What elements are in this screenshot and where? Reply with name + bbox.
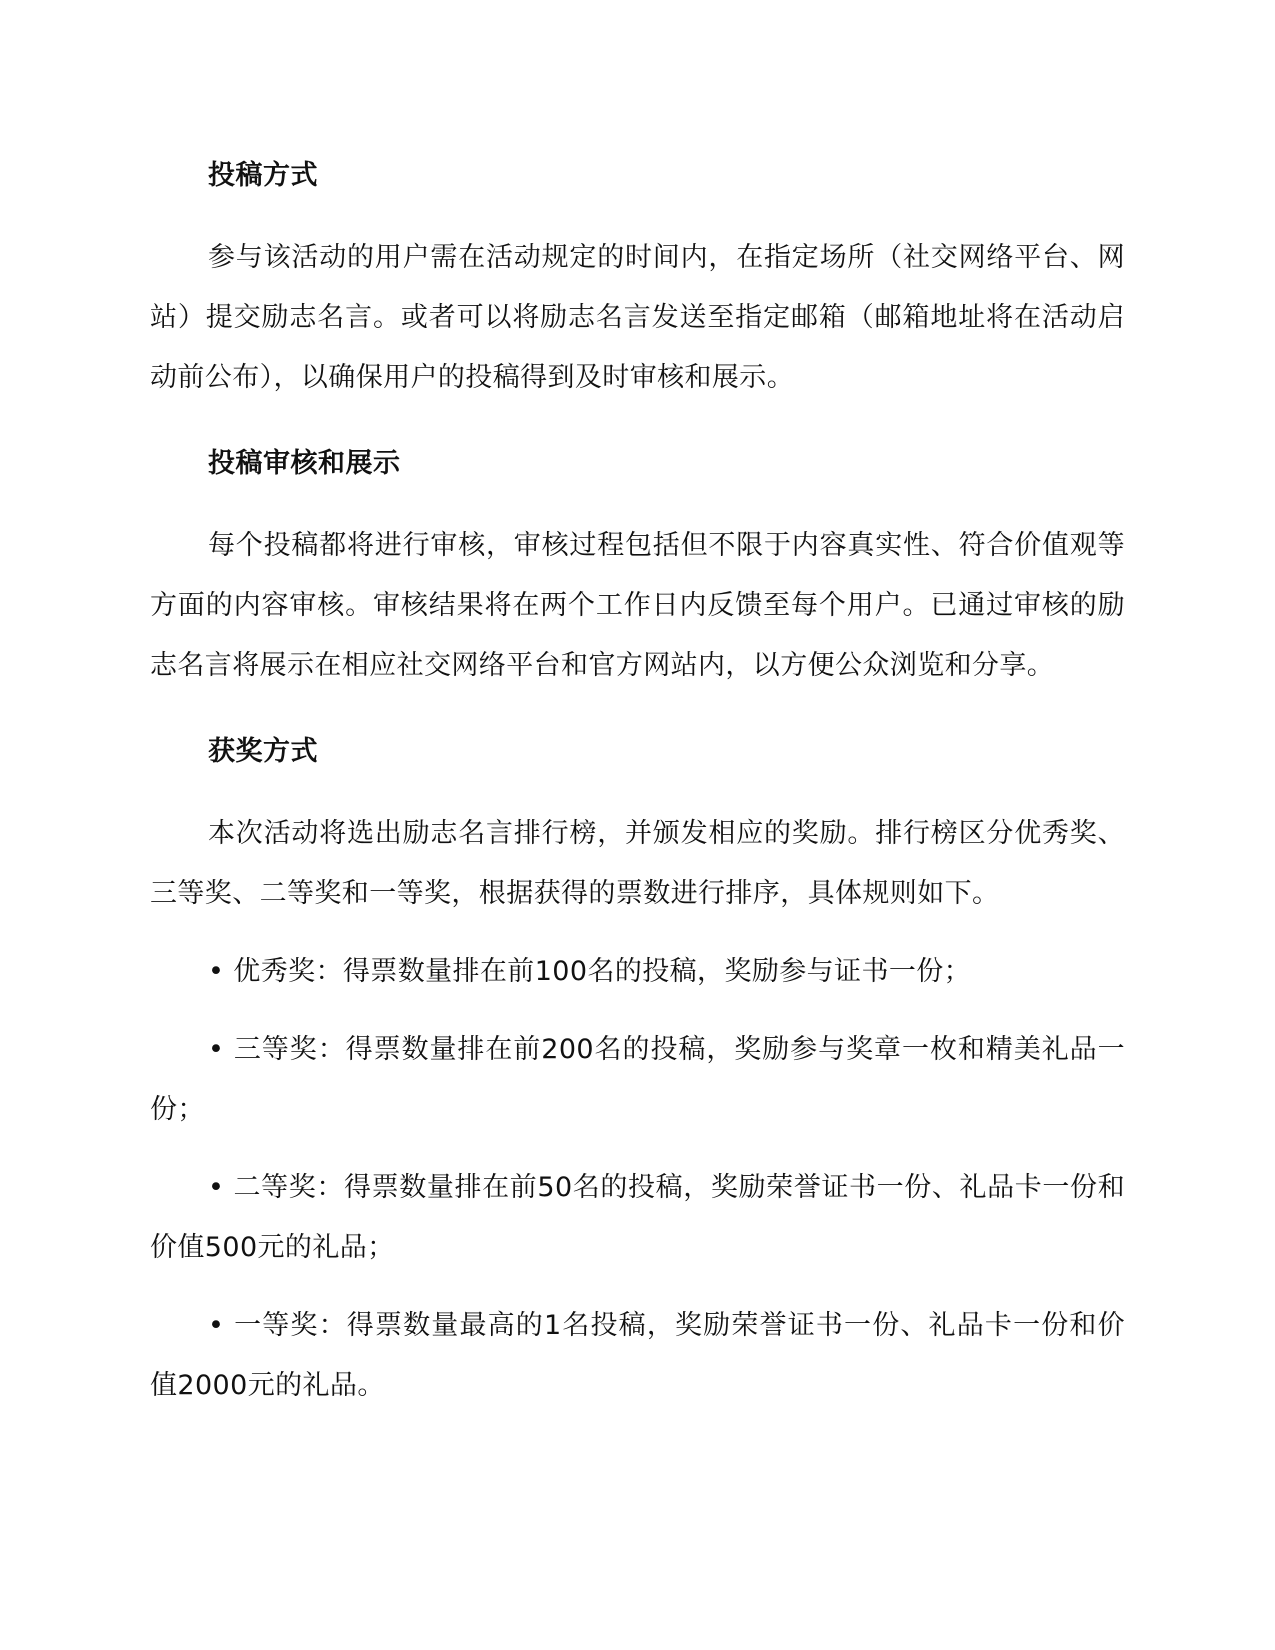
section-heading-review: 投稿审核和展示: [208, 448, 401, 479]
award-item-third-prize: • 三等奖：得票数量排在前200名的投稿，奖励参与奖章一枚和精美礼品一份；: [150, 1034, 1125, 1125]
award-item-excellence: • 优秀奖：得票数量排在前100名的投稿，奖励参与证书一份；: [208, 956, 972, 987]
section-paragraph-review: 每个投稿都将进行审核，审核过程包括但不限于内容真实性、符合价值观等方面的内容审核。审核结果将在两个工作日内反馈至每个用户。已通过审核的励志名言将展示在相应社交网络平台和官方网站内，以方便公众浏览和分享。: [150, 530, 1125, 681]
document-page: [150, 150, 1125, 1416]
section-heading-submission: 投稿方式: [208, 160, 318, 191]
section-heading-awards: 获奖方式: [208, 736, 318, 767]
section-paragraph-awards: 本次活动将选出励志名言排行榜，并颁发相应的奖励。排行榜区分优秀奖、三等奖、二等奖和一等奖，根据获得的票数进行排序，具体规则如下。: [150, 818, 1125, 909]
section-paragraph-submission: 参与该活动的用户需在活动规定的时间内，在指定场所（社交网络平台、网站）提交励志名言。或者可以将励志名言发送至指定邮箱（邮箱地址将在活动启动前公布），以确保用户的投稿得到及时审核和展示。: [150, 242, 1125, 393]
award-item-first-prize: • 一等奖：得票数量最高的1名投稿，奖励荣誉证书一份、礼品卡一份和价值2000元的礼品。: [150, 1310, 1125, 1401]
award-item-second-prize: • 二等奖：得票数量排在前50名的投稿，奖励荣誉证书一份、礼品卡一份和价值500元的礼品；: [150, 1172, 1125, 1263]
